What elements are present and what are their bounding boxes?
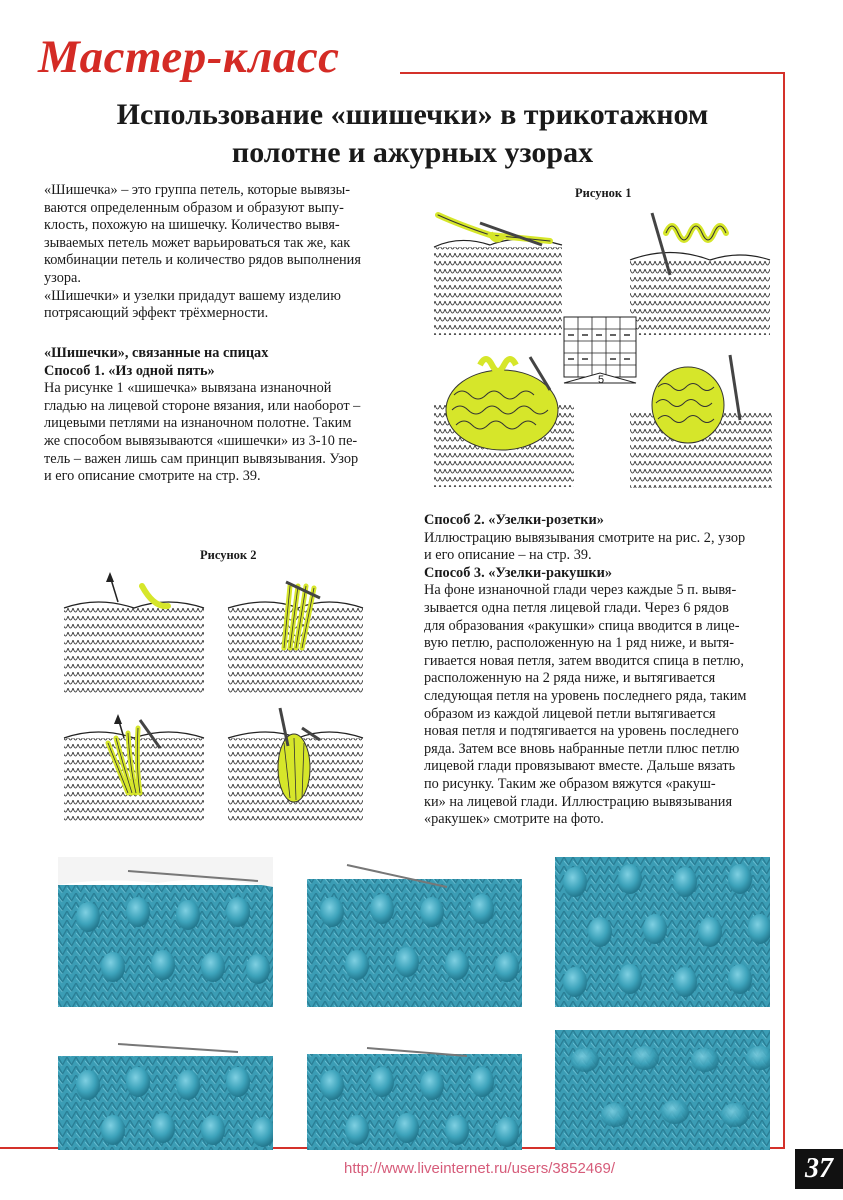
section-1-method-title: Способ 1. «Из одной пять» — [44, 362, 215, 379]
fig1-chart-label: 5 — [597, 374, 605, 386]
page-title-line-2: полотне и ажурных узорах — [231, 136, 594, 169]
section-1-heading: «Шишечки», связанные на спицах — [44, 345, 269, 361]
fig1-panel-top-right — [630, 213, 770, 335]
section-3-line: лицевой глади провязывают вместе. Дальше вязать — [424, 758, 736, 775]
intro-line: потрясающий эффект трёхмерности. — [44, 305, 269, 322]
page-title-line-1: Использование «шишечки» в трикотажном — [116, 98, 709, 131]
intro-line: клость, похожую на шишечку. Количество вывя- — [44, 217, 340, 234]
fig1-panel-bottom-left — [434, 357, 574, 487]
figure-1-illustration — [430, 205, 785, 495]
photo-step-2 — [307, 857, 522, 1007]
intro-line: зываемых петель может варьироваться так же, как — [44, 234, 351, 251]
section-3-line: ряда. Затем все вновь набранные петли плюс петлю — [424, 740, 740, 757]
section-3-line: образом из каждой лицевой петли вытягивается — [424, 705, 716, 722]
section-2-method-title: Способ 2. «Узелки-розетки» — [424, 512, 604, 528]
page-number: 37 — [795, 1149, 843, 1189]
section-3-line: для образования «ракушки» спица вводится в лице- — [424, 617, 740, 634]
section-3-line: «ракушек» смотрите на фото. — [424, 811, 604, 828]
fig2-panel-top-right — [228, 582, 363, 694]
section-1-line: гладью на лицевой стороне вязания, или наоборот – — [44, 397, 361, 414]
source-url[interactable]: http://www.liveinternet.ru/users/3852469/ — [344, 1160, 615, 1177]
section-2 — [424, 512, 786, 829]
section-1-line: и его описание смотрите на стр. 39. — [44, 468, 261, 485]
fig2-panel-bottom-right — [228, 708, 363, 824]
fig2-panel-top-left — [64, 572, 204, 694]
figure-2-illustration — [58, 568, 368, 828]
section-3-line: На фоне изнаночной глади через каждые 5 п. вывя- — [424, 582, 737, 599]
section-3-line: ки» на лицевой глади. Иллюстрацию вывязывания — [424, 793, 733, 810]
section-1-line: На рисунке 1 «шишечка» вывязана изнаночной — [44, 380, 332, 397]
section-1-line: же способом вывязываются «шишечки» из 3-10 пе- — [44, 432, 358, 449]
frame-top-rule — [400, 72, 784, 74]
section-2-line: и его описание – на стр. 39. — [424, 547, 592, 564]
section-1 — [44, 345, 416, 486]
intro-line: «Шишечка» – это группа петель, которые вывязы- — [44, 182, 351, 198]
photo-step-4 — [307, 1030, 522, 1150]
section-3-method-title: Способ 3. «Узелки-ракушки» — [424, 564, 613, 581]
fig1-panel-top-left — [434, 215, 562, 335]
photo-step-1 — [58, 857, 273, 1007]
section-1-line: тель – важен лишь сам принцип вывязывания. Узор — [44, 450, 359, 467]
intro-line: комбинации петель и количество рядов выполнения — [44, 252, 361, 269]
section-1-line: лицевыми петлями на изнаночном полотне. Таким — [44, 415, 352, 432]
intro-text — [44, 182, 416, 323]
section-3-line: расположенную на 2 ряда ниже, и вытягивается — [424, 670, 716, 687]
section-3-line: вую петлю, расположенную на 1 ряд ниже, и вытя- — [424, 635, 734, 652]
section-3-line: следующая петля на уровень последнего ряда, таким — [424, 687, 747, 704]
intro-line: узора. — [44, 269, 81, 286]
section-2-line: Иллюстрацию вывязывания смотрите на рис. 2, узор — [424, 529, 746, 546]
section-3-line: зывается одна петля лицевой глади. Через 6 рядов — [424, 599, 729, 616]
photo-finished-1 — [555, 857, 770, 1007]
fig1-panel-bottom-right — [630, 355, 772, 488]
intro-line: «Шишечки» и узелки придадут вашему изделию — [44, 287, 341, 304]
photo-step-3 — [58, 1030, 273, 1150]
section-brand: Мастер-класс — [38, 31, 340, 83]
page-title — [40, 96, 785, 172]
photo-finished-2 — [555, 1030, 770, 1150]
intro-line: ваются определенным образом и образуют выпу- — [44, 199, 344, 216]
section-3-line: новая петля и подтягивается на уровень последнего — [424, 723, 739, 740]
figure-2-caption: Рисунок 2 — [200, 548, 257, 562]
fig2-panel-bottom-left — [64, 714, 204, 824]
section-3-line: по рисунку. Таким же образом вяжутся «ракуш- — [424, 775, 716, 792]
section-3-line: гивается новая петля, затем вводится спица в петлю, — [424, 652, 744, 669]
figure-1-caption: Рисунок 1 — [575, 186, 632, 200]
